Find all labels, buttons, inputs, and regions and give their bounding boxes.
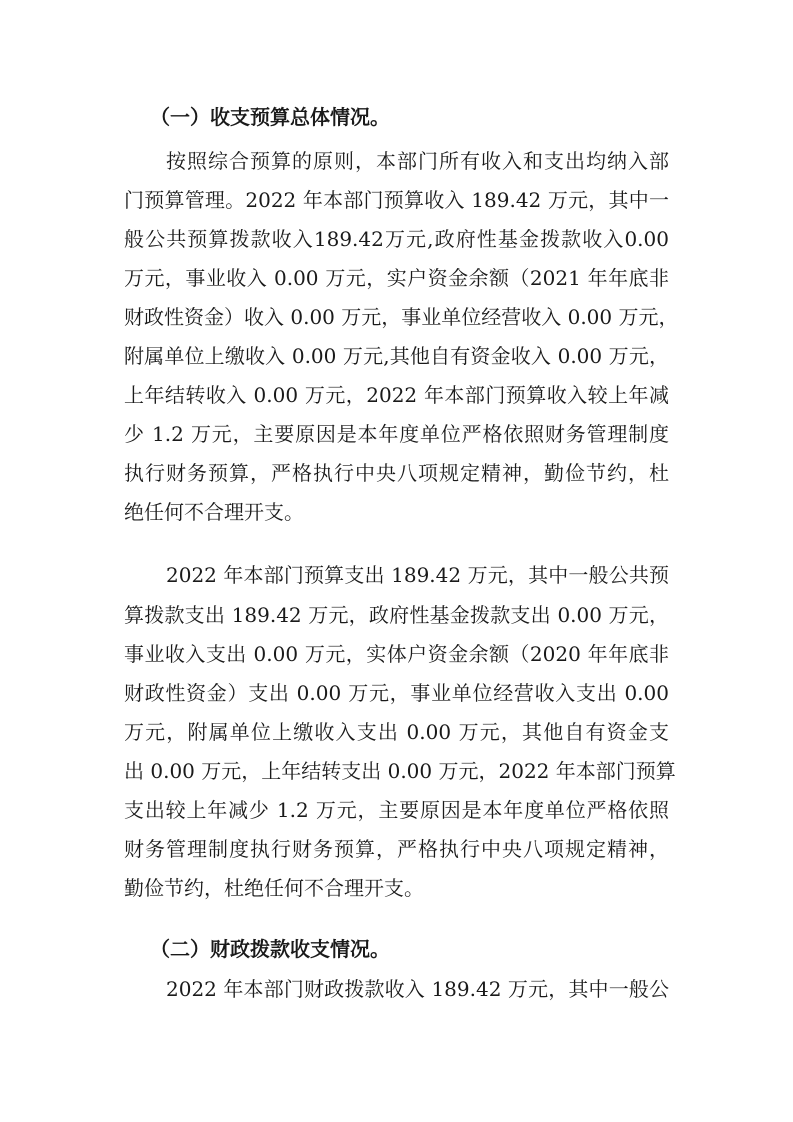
section-1-heading: （一）收支预算总体情况。 — [150, 105, 390, 129]
paragraph-line: 出 0.00 万元，上年结转支出 0.00 万元，2022 年本部门预算 — [124, 759, 676, 783]
paragraph-line: 财政性资金）收入 0.00 万元，事业单位经营收入 0.00 万元， — [124, 305, 679, 329]
paragraph-line: 2022 年本部门财政拨款收入 189.42 万元，其中一般公 — [166, 977, 669, 1001]
paragraph-line: 事业收入支出 0.00 万元，实体户资金余额（2020 年年底非 — [124, 642, 669, 666]
paragraph-line: 万元，附属单位上缴收入支出 0.00 万元，其他自有资金支 — [124, 720, 669, 744]
paragraph-line: 少 1.2 万元，主要原因是本年度单位严格依照财务管理制度 — [124, 422, 669, 446]
paragraph-line: 财政性资金）支出 0.00 万元，事业单位经营收入支出 0.00 — [124, 681, 669, 705]
paragraph-line: 2022 年本部门预算支出 189.42 万元，其中一般公共预 — [166, 563, 669, 587]
paragraph-line: 按照综合预算的原则，本部门所有收入和支出均纳入部 — [166, 149, 669, 173]
paragraph-line: 门预算管理。2022 年本部门预算收入 189.42 万元，其中一 — [124, 188, 669, 212]
paragraph-line: 财务管理制度执行财务预算，严格执行中央八项规定精神， — [124, 837, 669, 861]
paragraph-line: 勤俭节约，杜绝任何不合理开支。 — [124, 876, 424, 900]
paragraph-line: 上年结转收入 0.00 万元，2022 年本部门预算收入较上年减 — [124, 383, 669, 407]
paragraph-line: 万元，事业收入 0.00 万元，实户资金余额（2021 年年底非 — [124, 266, 669, 290]
paragraph-line: 附属单位上缴收入 0.00 万元,其他自有资金收入 0.00 万元， — [124, 344, 669, 368]
paragraph-line: 算拨款支出 189.42 万元，政府性基金拨款支出 0.00 万元， — [124, 603, 669, 627]
section-2-heading: （二）财政拨款收支情况。 — [150, 937, 390, 961]
paragraph-line: 执行财务预算，严格执行中央八项规定精神，勤俭节约，杜 — [124, 461, 669, 485]
paragraph-line: 支出较上年减少 1.2 万元，主要原因是本年度单位严格依照 — [124, 798, 669, 822]
paragraph-line: 般公共预算拨款收入189.42万元,政府性基金拨款收入0.00 — [124, 227, 669, 251]
paragraph-line: 绝任何不合理开支。 — [124, 500, 304, 524]
